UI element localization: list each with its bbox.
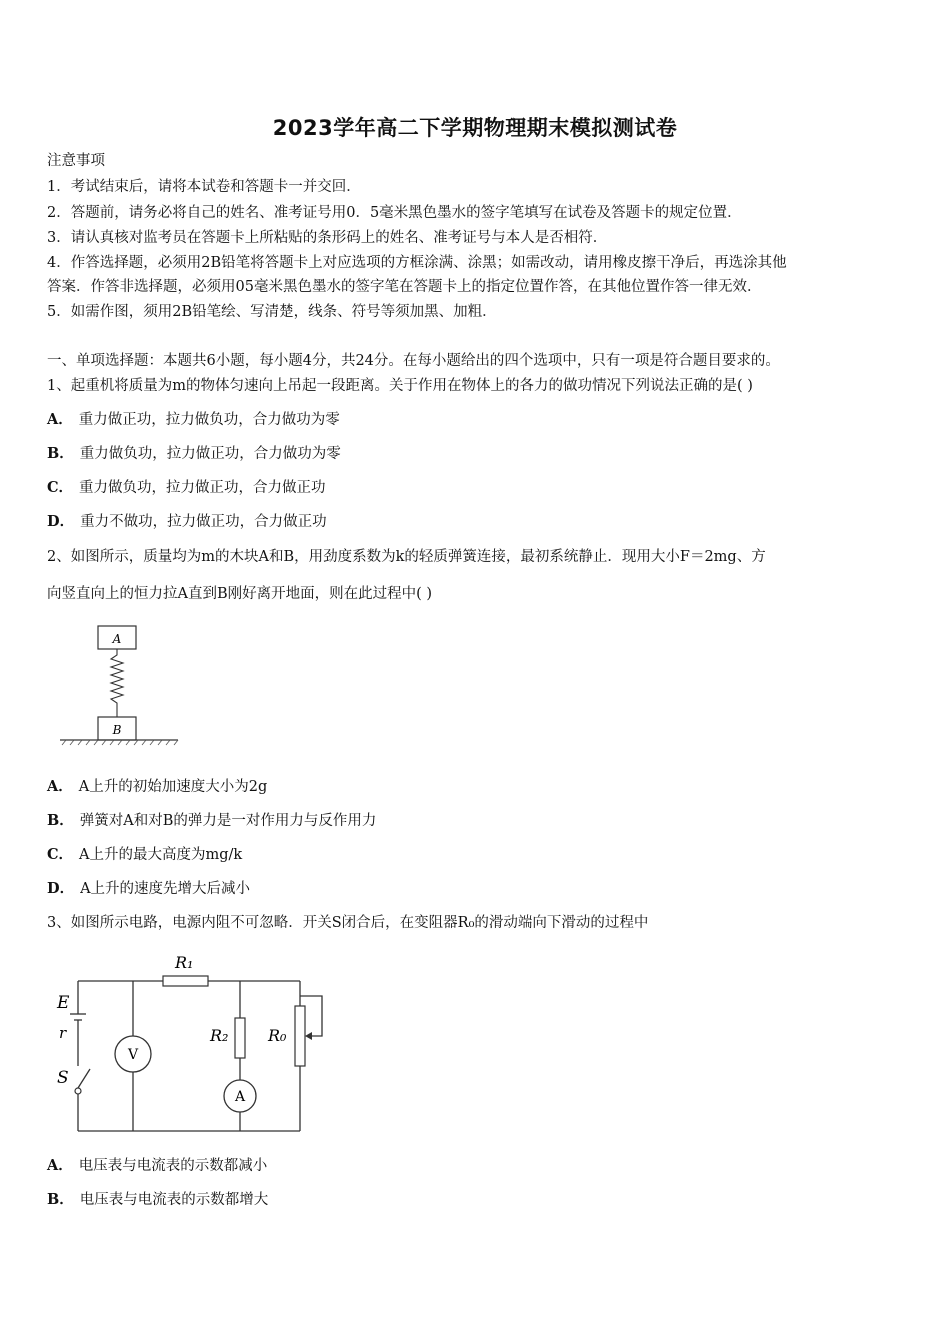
notice-heading: 注意事项 bbox=[47, 153, 105, 169]
answer-option bbox=[47, 478, 326, 498]
option-label: D． bbox=[47, 513, 75, 530]
question-stem: 2、如图所示，质量均为m的木块A和B，用劲度系数为k的轻质弹簧连接，最初系统静止．现用大小F＝2mg、方 bbox=[47, 549, 766, 565]
notice-item: 1．考试结束后，请将本试卷和答题卡一并交回． bbox=[47, 179, 361, 195]
option-text: 电压表与电流表的示数都减小 bbox=[78, 1158, 268, 1174]
answer-option bbox=[47, 845, 242, 865]
option-text: A上升的速度先增大后减小 bbox=[80, 881, 251, 897]
question-stem: 1、起重机将质量为m的物体匀速向上吊起一段距离。关于作用在物体上的各力的做功情况下列说法正确的是( ) bbox=[47, 378, 753, 394]
option-label: C． bbox=[47, 479, 74, 496]
answer-option bbox=[47, 811, 376, 831]
question-stem: 3、如图所示电路，电源内阻不可忽略．开关S闭合后，在变阻器R₀的滑动端向下滑动的过程中 bbox=[47, 915, 649, 931]
spring bbox=[111, 649, 123, 717]
block-b-label: B bbox=[112, 723, 122, 737]
switch-pivot bbox=[75, 1088, 81, 1094]
option-label: A． bbox=[47, 411, 73, 428]
answer-option bbox=[47, 444, 341, 464]
notice-item: 2．答题前，请务必将自己的姓名、准考证号用0．5毫米黑色墨水的签字笔填写在试卷及答题卡的规定位置． bbox=[47, 205, 742, 221]
option-text: 重力不做功，拉力做正功，合力做正功 bbox=[80, 514, 327, 530]
ammeter-label: A bbox=[234, 1089, 246, 1105]
option-label: B． bbox=[47, 445, 74, 462]
notice-item: 3．请认真核对监考员在答题卡上所粘贴的条形码上的姓名、准考证号与本人是否相符． bbox=[47, 230, 608, 246]
section-heading: 一、单项选择题：本题共6小题，每小题4分，共24分。在每小题给出的四个选项中，只有一项是符合题目要求的。 bbox=[47, 353, 780, 369]
option-text: 重力做负功，拉力做正功，合力做正功 bbox=[79, 480, 326, 496]
r1-label: R₁ bbox=[175, 953, 194, 972]
answer-option bbox=[47, 410, 340, 430]
option-text: 重力做负功，拉力做正功，合力做功为零 bbox=[79, 446, 341, 462]
notice-item: 4．作答选择题，必须用2B铅笔将答题卡上对应选项的方框涂满、涂黑；如需改动，请用橡皮擦干净后，再选涂其他 bbox=[47, 255, 787, 271]
r0-label: R₀ bbox=[268, 1026, 287, 1045]
notice-item: 5．如需作图，须用2B铅笔绘、写清楚，线条、符号等须加黑、加粗． bbox=[47, 304, 497, 320]
answer-option bbox=[47, 777, 267, 797]
internal-resistance-label: r bbox=[59, 1024, 67, 1042]
slider-arrow bbox=[305, 1032, 312, 1040]
question-stem: 向竖直向上的恒力拉A直到B刚好离开地面，则在此过程中( ) bbox=[47, 586, 433, 602]
option-label: D． bbox=[47, 880, 75, 897]
answer-option bbox=[47, 879, 250, 899]
option-label: B． bbox=[47, 812, 74, 829]
rheostat-r0 bbox=[295, 1006, 305, 1066]
option-text: A上升的最大高度为mg/k bbox=[79, 847, 243, 863]
notice-item: 答案．作答非选择题，必须用05毫米黑色墨水的签字笔在答题卡上的指定位置作答，在其他位置作答一律无效． bbox=[47, 279, 762, 295]
option-label: C． bbox=[47, 846, 74, 863]
switch-label: S bbox=[57, 1068, 69, 1088]
source-label: E bbox=[57, 993, 70, 1013]
resistor-r1 bbox=[163, 976, 208, 986]
voltmeter-label: V bbox=[127, 1047, 139, 1063]
circuit-figure bbox=[48, 948, 338, 1138]
option-label: A． bbox=[47, 1157, 73, 1174]
r2-label: R₂ bbox=[210, 1026, 229, 1045]
ground-hatch bbox=[62, 740, 178, 745]
block-a-label: A bbox=[112, 632, 122, 646]
resistor-r2 bbox=[235, 1018, 245, 1058]
answer-option bbox=[47, 1190, 268, 1210]
page-title: 2023学年高二下学期物理期末模拟测试卷 bbox=[272, 116, 678, 140]
spring-blocks-figure bbox=[58, 620, 182, 748]
answer-option bbox=[47, 512, 327, 532]
option-label: A． bbox=[47, 778, 73, 795]
option-text: 电压表与电流表的示数都增大 bbox=[79, 1192, 269, 1208]
option-text: 弹簧对A和对B的弹力是一对作用力与反作用力 bbox=[79, 813, 377, 829]
option-label: B． bbox=[47, 1191, 74, 1208]
option-text: A上升的初始加速度大小为2g bbox=[78, 779, 268, 795]
option-text: 重力做正功，拉力做负功，合力做功为零 bbox=[78, 412, 340, 428]
answer-option bbox=[47, 1156, 267, 1176]
